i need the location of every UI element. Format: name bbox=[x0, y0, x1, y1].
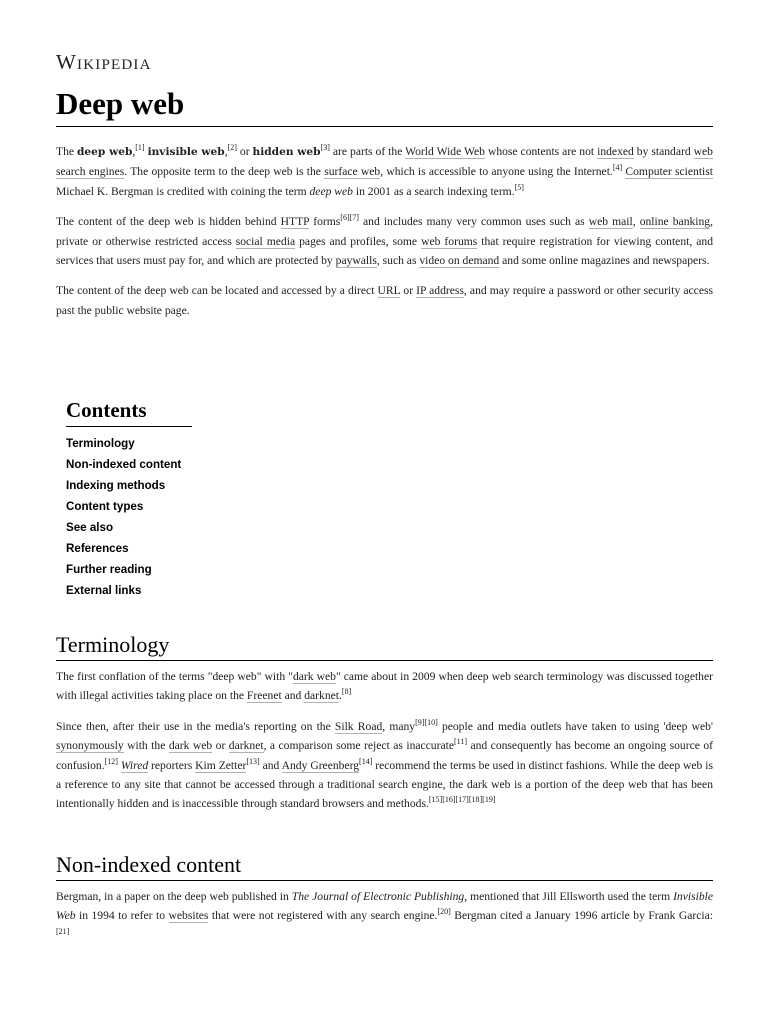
section-divider bbox=[56, 880, 713, 881]
link-social-media[interactable]: social media bbox=[235, 234, 296, 248]
section-divider bbox=[56, 660, 713, 661]
link-paywalls[interactable]: paywalls bbox=[335, 254, 377, 268]
terminology-paragraph-1: The first conflation of the terms "deep web" with "dark web" came about in 2009 when deep web search terminology was discussed together with illegal activities taking place on the Freenet and darknet.[8] bbox=[56, 670, 713, 703]
link-surface-web[interactable]: surface web bbox=[324, 165, 381, 179]
link-web-forums[interactable]: web forums bbox=[421, 234, 478, 248]
toc-item[interactable]: References bbox=[66, 542, 129, 555]
ref-link[interactable]: [20] bbox=[437, 907, 451, 917]
link-indexed[interactable]: indexed bbox=[597, 145, 634, 158]
title-divider bbox=[56, 126, 713, 127]
link-freenet[interactable]: Freenet bbox=[246, 689, 282, 703]
intro-paragraph-2: The content of the deep web is hidden behind HTTP forms[6][7] and includes many very common uses such as web mail, online banking, private or otherwise restricted access social media pages and profiles, some web forums that require registration for viewing content, and services that users must pay for, and which are protected by paywalls, such as video on demand and some online magazines and newspapers. bbox=[56, 213, 714, 268]
term-hidden-web: hidden web bbox=[252, 146, 321, 158]
link-darknet[interactable]: darknet bbox=[228, 739, 264, 753]
ref-link[interactable]: [15][16][17][18][19] bbox=[428, 795, 496, 805]
ref-link[interactable]: [2] bbox=[227, 143, 237, 153]
link-world-wide-web[interactable]: World Wide Web bbox=[405, 145, 485, 158]
ref-link[interactable]: [1] bbox=[135, 143, 145, 153]
toc-title: Contents bbox=[66, 398, 147, 422]
link-websites[interactable]: websites bbox=[168, 909, 209, 923]
link-andy-greenberg[interactable]: Andy Greenberg bbox=[281, 758, 360, 772]
section-heading-non-indexed: Non-indexed content bbox=[56, 852, 242, 877]
intro-section bbox=[56, 142, 713, 320]
ref-link[interactable]: [5] bbox=[514, 182, 524, 192]
toc-item[interactable]: Content types bbox=[66, 500, 144, 513]
ref-link[interactable]: [6][7] bbox=[340, 213, 359, 223]
intro-paragraph-3: The content of the deep web can be located and accessed by a direct URL or IP address, and may require a password or other security access past the public website page. bbox=[56, 284, 713, 317]
term-invisible-web: invisible web bbox=[147, 146, 225, 158]
toc-list bbox=[66, 433, 246, 601]
table-of-contents bbox=[66, 398, 246, 601]
ref-link[interactable]: [4] bbox=[612, 163, 623, 173]
link-synonymously[interactable]: synonymously bbox=[56, 739, 124, 753]
non-indexed-section bbox=[56, 887, 713, 945]
ref-link[interactable]: [14] bbox=[359, 756, 373, 766]
terminology-paragraph-2: Since then, after their use in the media's reporting on the Silk Road, many[9][10] people and media outlets have taken to using 'deep web' synonymously with the dark web or darknet, a comparison some reject as inaccurate[11] and consequently has become an ongoing source of confusion.[12] Wired reporters Kim Zetter[13] and Andy Greenberg[14] recommend the terms be used in distinct fashions. While the deep web is a reference to any site that cannot be accessed through a traditional search engine, the dark web is a portion of the deep web that has been intentionally hidden and is inaccessible through standard browsers and methods.[15][16][17][18][19] bbox=[56, 717, 713, 811]
link-dark-web[interactable]: dark web bbox=[292, 670, 336, 683]
section-heading-terminology: Terminology bbox=[56, 632, 170, 657]
ref-link[interactable]: [12] bbox=[104, 756, 118, 766]
non-indexed-paragraph-1: Bergman, in a paper on the deep web published in The Journal of Electronic Publishing, mentioned that Jill Ellsworth used the term Invisible Web in 1994 to refer to websites that were not registered with any search engine.[20] Bergman cited a January 1996 article by Frank Garcia:[21] bbox=[56, 890, 713, 936]
link-wired[interactable]: Wired bbox=[120, 758, 149, 772]
link-http[interactable]: HTTP bbox=[280, 215, 310, 229]
ref-link[interactable]: [13] bbox=[246, 756, 260, 766]
link-ip-address[interactable]: IP address bbox=[416, 284, 464, 298]
toc-item[interactable]: Non-indexed content bbox=[66, 458, 182, 471]
link-url[interactable]: URL bbox=[377, 284, 401, 298]
link-web-search-engines[interactable]: web search engines bbox=[56, 145, 713, 179]
ref-link[interactable]: [9][10] bbox=[415, 717, 438, 727]
intro-paragraph-1: The deep web,[1] invisible web,[2] or hidden web[3] are parts of the World Wide Web whose contents are not indexed by standard web search engines. The opposite term to the deep web is the surface web, which is accessible to anyone using the Internet.[4] Computer scientist Michael K. Bergman is credited with coining the term deep web in 2001 as a search indexing term.[5] bbox=[56, 143, 714, 198]
link-computer-scientist[interactable]: Computer scientist bbox=[625, 165, 714, 179]
link-silk-road[interactable]: Silk Road bbox=[334, 719, 383, 733]
ref-link[interactable]: [11] bbox=[453, 737, 468, 747]
toc-item[interactable]: Further reading bbox=[66, 563, 152, 576]
link-dark-web[interactable]: dark web bbox=[168, 739, 213, 753]
page-title: Deep web bbox=[56, 86, 185, 121]
terminology-section bbox=[56, 667, 713, 814]
link-video-on-demand[interactable]: video on demand bbox=[419, 254, 500, 268]
wikipedia-wordmark[interactable]: Wikipedia bbox=[56, 50, 152, 74]
toc-divider bbox=[66, 426, 192, 427]
link-darknet[interactable]: darknet bbox=[304, 689, 339, 703]
link-online-banking[interactable]: online banking bbox=[639, 215, 711, 229]
link-web-mail[interactable]: web mail bbox=[588, 215, 633, 229]
ref-link[interactable]: [8] bbox=[341, 687, 352, 697]
toc-item[interactable]: Terminology bbox=[66, 437, 135, 450]
toc-item[interactable]: Indexing methods bbox=[66, 479, 166, 492]
ref-link[interactable]: [3] bbox=[320, 143, 330, 153]
toc-item[interactable]: See also bbox=[66, 521, 114, 534]
term-deep-web: deep web bbox=[77, 146, 133, 158]
ref-link[interactable]: [21] bbox=[56, 926, 70, 936]
link-kim-zetter[interactable]: Kim Zetter bbox=[195, 758, 247, 772]
toc-item[interactable]: External links bbox=[66, 584, 142, 597]
